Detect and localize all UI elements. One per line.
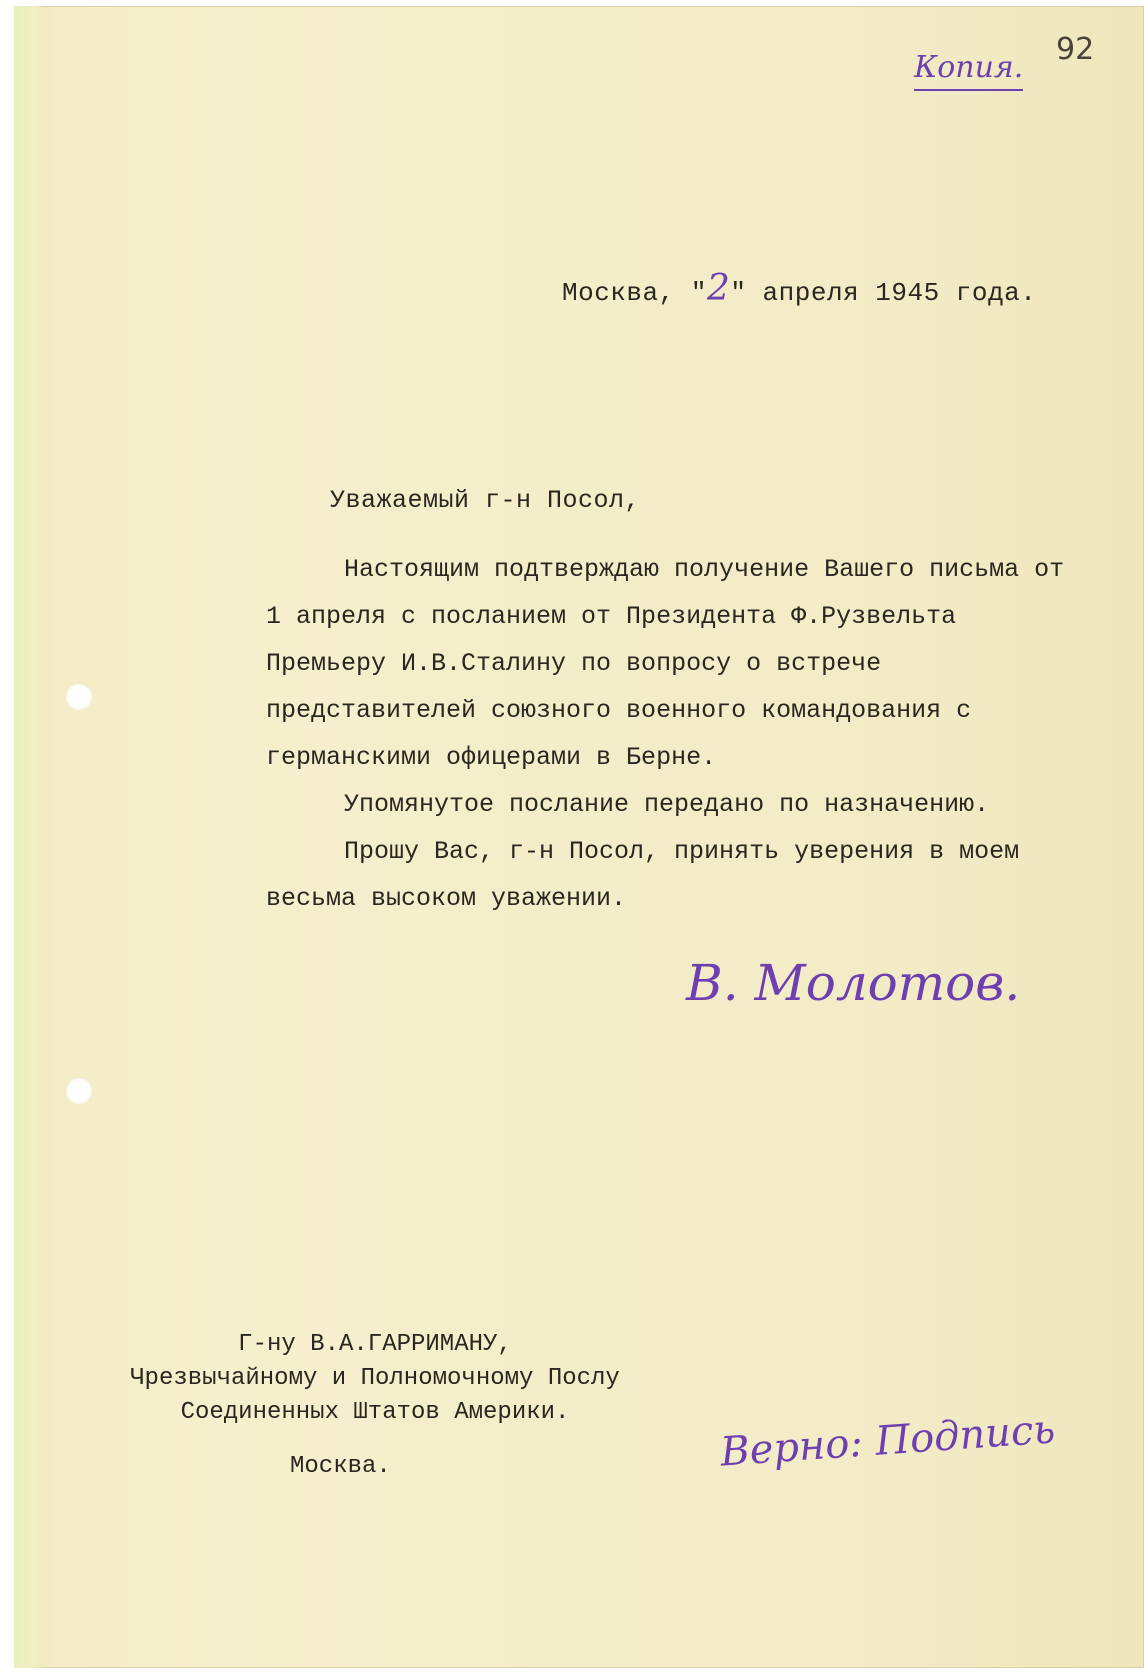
addressee-line-3: Соединенных Штатов Америки. xyxy=(180,1399,570,1426)
paragraph-3: Прошу Вас, г-н Посол, принять уверения в моем весьма высоком уважении. xyxy=(266,837,1020,913)
dateline-day: 2 xyxy=(706,268,731,309)
certification-note: Верно: Подпись xyxy=(718,1406,1057,1476)
addressee-block xyxy=(90,1328,660,1484)
dateline xyxy=(562,268,1036,309)
copy-mark: Копия. xyxy=(914,50,1023,85)
paragraph-1: Настоящим подтверждаю получение Вашего письма от 1 апреля с посланием от Президента Ф.Рузвельта Премьеру И.В.Сталину по вопросу о встрече представителей союзного военного командования с германскими офицерами в Берне. xyxy=(266,555,1065,772)
page-number: 92 xyxy=(1056,32,1095,67)
paragraph-2: Упомянутое послание передано по назначению. xyxy=(344,790,990,819)
signature: В. Молотов. xyxy=(686,954,1021,1012)
punch-hole-lower xyxy=(66,1078,92,1104)
salutation: Уважаемый г-н Посол, xyxy=(330,486,641,515)
letter-body xyxy=(266,546,1074,922)
dateline-suffix: " апреля 1945 года. xyxy=(730,278,1037,308)
addressee-city: Москва. xyxy=(290,1453,391,1480)
left-margin-stripe xyxy=(14,6,46,1668)
addressee-line-1: Г-ну В.А.ГАРРИМАНУ, xyxy=(238,1331,512,1358)
punch-hole-upper xyxy=(66,684,92,710)
dateline-prefix: Москва, " xyxy=(562,278,707,308)
document-page xyxy=(14,6,1144,1668)
addressee-line-2: Чрезвычайному и Полномочному Послу xyxy=(130,1365,620,1392)
